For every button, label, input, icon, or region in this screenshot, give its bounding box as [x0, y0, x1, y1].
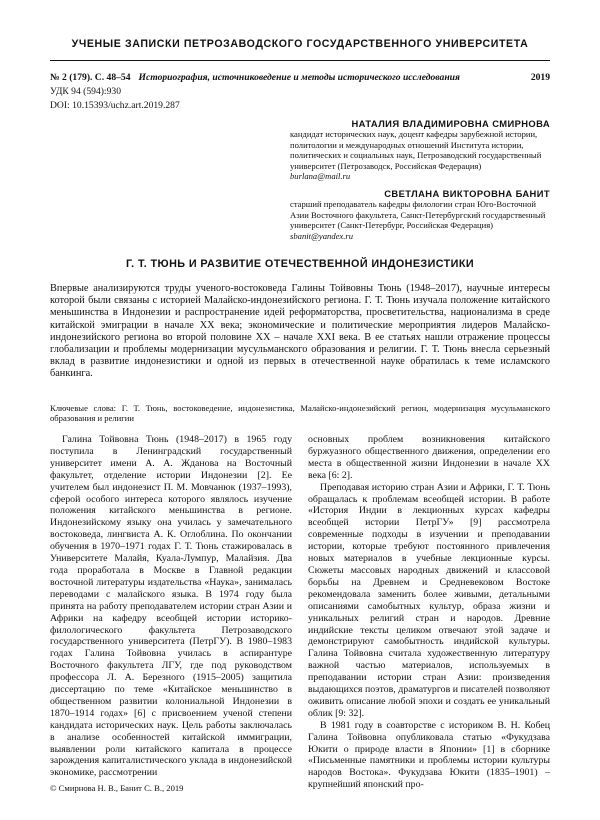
- issue-number: № 2 (179). С. 48–54: [50, 72, 131, 83]
- left-column: [50, 434, 292, 791]
- doi[interactable]: DOI: 10.15393/uchz.art.2019.287: [50, 100, 180, 111]
- udk-code: УДК 94 (594):930: [50, 86, 121, 97]
- paragraph: Галина Тойвовна Тюнь (1948–2017) в 1965 году поступила в Ленинградский государственный университет имени А. А. Жданова на Восточный факультет, отделение истории Индонезии [2]. Ее учителем был индонезист П. М. Мовчанюк (1937–1993), сферой особого интереса которого являлось изучение положения китайского меньшинства в регионе. Индонезийскому языку она училась у замечательного востоковеда, лингвиста А. К. Оглоблина. По окончании обучения в 1970–1971 годах Г. Т. Тюнь стажировалась в Университете Малайя, Куала-Лумпур, Малайзия. Два года проработала в Москве в Главной редакции восточной литературы издательства «Наука», занималась переводами с малайского языка. В 1974 году была принята на работу преподавателем истории стран Азии и Африки на кафедру всеобщей истории историко-филологического факультета Петрозаводского государственного университета (ПетрГУ). В 1980–1983 годах Галина Тойвовна училась в аспирантуре Восточного факультета ЛГУ, где под руководством профессора Л. А. Березного (1915–2005) защитила диссертацию по теме «Китайское меньшинство в общественном развитии колониальной Индонезии в 1870–1914 годах» [6] с присвоением ученой степени кандидата исторических наук. Цель работы заключалась в анализе особенностей китайской иммиграции, выявлении роли китайского капитала в процессе зарождения капиталистического уклада в индонезийской экономике, рассмотрении: [50, 434, 292, 779]
- author-name: НАТАЛИЯ ВЛАДИМИРОВНА СМИРНОВА: [351, 118, 550, 129]
- issue-year: 2019: [530, 72, 550, 83]
- author-2: [290, 188, 550, 241]
- section-name: Историография, источниковедение и методы исторического исследования: [138, 72, 460, 83]
- keywords: Ключевые слова: Г. Т. Тюнь, востоковедение, индонезистика, Малайско-индонезийский регион, модернизация мусульманского образования и религии: [50, 403, 550, 424]
- paper-title: Г. Т. ТЮНЬ И РАЗВИТИЕ ОТЕЧЕСТВЕННОЙ ИНДОНЕЗИСТИКИ: [126, 258, 474, 270]
- issue-row: [50, 72, 550, 83]
- author-email[interactable]: burlana@mail.ru: [290, 171, 351, 182]
- paragraph: основных проблем возникновения китайского буржуазного общественного движения, определении его места в общественной жизни Индонезии в начале XX века [6: 2].: [308, 434, 550, 481]
- paragraph: Преподавая историю стран Азии и Африки, Г. Т. Тюнь обращалась к проблемам всеобщей истории. В работе «История Индии в лекционных курсах кафедры всеобщей истории ПетрГУ» [9] рассмотрела современные подходы в изучении и преподавании истории, которые требуют постоянного привлечения новых материалов в учебные лекционные курсы. Сюжеты массовых народных движений и классовой борьбы на Древнем и Средневековом Востоке рекомендовала заменить более живыми, детальными описаниями самобытных культур, образа жизни и уникальных религий стран и народов. Древние индийские тексты целиком отвечают этой задаче и демонстрируют самобытность индийской культуры. Галина Тойвовна считала художественную литературу важной частью материалов, используемых в преподавании истории стран Азии: произведения выдающихся поэтов, драматургов и писателей позволяют оживить описание любой эпохи и создать ее уникальный облик [9: 32].: [308, 481, 550, 719]
- authors-block: [290, 118, 550, 241]
- copyright: © Смирнова Н. В., Банит С. В., 2019: [50, 783, 184, 793]
- header-rule: [50, 60, 550, 61]
- author-email[interactable]: sbanit@yandex.ru: [290, 230, 354, 241]
- author-affiliation: старший преподаватель кафедры филологии стран Юго-Восточной Азии Восточного факультета, Санкт-Петербургский государственный университет (Санкт-Петербург, Российская Федерация): [290, 198, 546, 231]
- author-affiliation: кандидат исторических наук, доцент кафедры зарубежной истории, политологии и международных отношений Института истории, политических и социальных наук, Петрозаводский государственный университет (Петрозаводск, Российская Федерация): [290, 129, 542, 171]
- author-name: СВЕТЛАНА ВИКТОРОВНА БАНИТ: [384, 187, 550, 199]
- journal-title: УЧЕНЫЕ ЗАПИСКИ ПЕТРОЗАВОДСКОГО ГОСУДАРСТВЕННОГО УНИВЕРСИТЕТА: [71, 38, 529, 50]
- article-page: [50, 0, 550, 820]
- author-1: [290, 118, 550, 182]
- abstract: Впервые анализируются труды ученого-востоковеда Галины Тойвовны Тюнь (1948–2017), научные интересы которой были связаны с историей Малайско-индонезийского региона. Г. Т. Тюнь изучала положение китайского меньшинства в Индонезии и распространение идей реформаторства, просветительства, национализма в среде китайской эмиграции в начале XX века; экономические и политические мероприятия лидеров Малайско-индонезийского региона во второй половине XX – начале XXI века. В ее статьях нашли отражение процессы глобализации и проблемы модернизации мусульманского образования и религии. Г. Т. Тюнь внесла серьезный вклад в развитие индонезистики и одной из первых в отечественной науке обратилась к теме исламского банкинга.: [50, 283, 550, 380]
- right-column: [308, 434, 550, 791]
- paragraph: В 1981 году в соавторстве с историком В. Н. Кобец Галина Тойвовна опубликовала статью «Фукудзава Юкити о природе власти в Японии» [1] в сборнике «Письменные памятники и проблемы истории культуры народов Востока». Фукудзава Юкити (1835–1901) – крупнейший японский про-: [308, 719, 550, 791]
- body-columns: [50, 434, 550, 791]
